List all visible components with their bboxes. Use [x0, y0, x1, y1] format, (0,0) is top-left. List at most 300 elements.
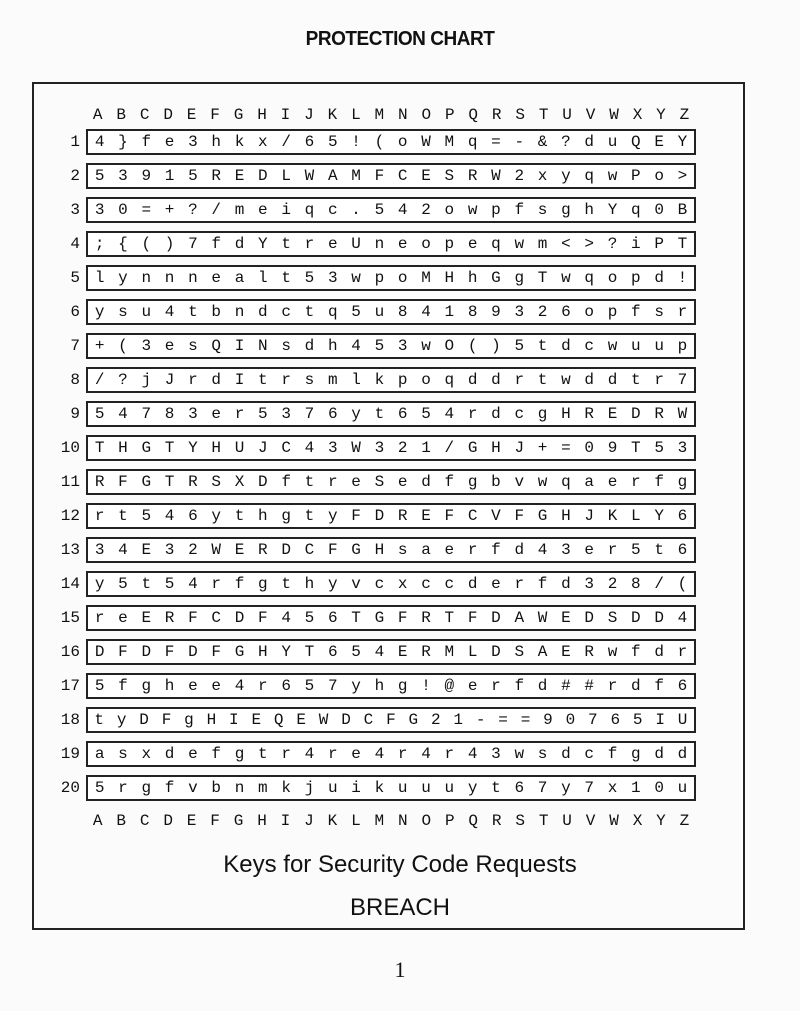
code-cell: u	[444, 779, 455, 797]
code-cell: P	[654, 235, 664, 253]
code-cell: 8	[631, 575, 641, 593]
code-cell: 7	[141, 405, 152, 423]
caption-title: BREACH	[349, 894, 451, 921]
code-cell: w	[514, 745, 525, 763]
column-label: U	[562, 106, 572, 124]
code-cell: n	[141, 269, 152, 287]
code-cell: 6	[561, 303, 571, 321]
column-label: K	[327, 106, 338, 124]
code-cell: l	[258, 269, 268, 287]
code-cell: u	[654, 337, 664, 355]
code-cell: /	[94, 371, 105, 389]
column-label: I	[280, 106, 291, 124]
code-cell: u	[374, 303, 385, 321]
code-cell: w	[607, 337, 618, 355]
code-cell: w	[467, 201, 478, 219]
column-label: G	[233, 812, 244, 830]
code-cell: T	[631, 439, 641, 457]
code-cell: 5	[94, 677, 105, 695]
code-cell: c	[281, 303, 291, 321]
code-cell: d	[491, 371, 501, 389]
code-cell: L	[281, 167, 291, 185]
code-cell: w	[421, 337, 431, 355]
code-cell: (	[118, 337, 128, 355]
code-cell: f	[281, 473, 291, 491]
code-cell: a	[94, 745, 105, 763]
code-cell: 6	[677, 677, 688, 695]
code-cell: t	[304, 473, 315, 491]
code-cell: G	[351, 541, 361, 559]
code-cell: d	[467, 371, 478, 389]
code-cell: R	[258, 541, 268, 559]
code-cell: o	[584, 303, 595, 321]
code-cell: p	[631, 269, 641, 287]
column-label: W	[609, 812, 619, 830]
code-cell: c	[584, 337, 595, 355]
code-cell: 2	[430, 711, 441, 729]
code-cell: 5	[304, 677, 315, 695]
code-cell: T	[444, 609, 455, 627]
code-cell: h	[304, 575, 315, 593]
code-cell: y	[211, 507, 222, 525]
code-cell: p	[397, 371, 408, 389]
code-row	[86, 605, 696, 631]
code-cell: r	[94, 609, 105, 627]
code-cell: F	[444, 507, 455, 525]
code-cell: }	[118, 133, 128, 151]
code-cell: f	[211, 235, 222, 253]
code-cell: q	[631, 201, 641, 219]
code-cell: D	[258, 167, 268, 185]
code-cell: f	[514, 201, 525, 219]
code-cell: 4	[444, 405, 455, 423]
code-cell: t	[118, 507, 128, 525]
code-cell: f	[118, 677, 128, 695]
code-cell: y	[327, 575, 338, 593]
code-cell: G	[141, 439, 152, 457]
code-cell: M	[444, 643, 455, 661]
code-cell: r	[514, 371, 525, 389]
code-cell: t	[304, 303, 315, 321]
code-cell: x	[607, 779, 618, 797]
code-cell: t	[304, 507, 315, 525]
code-cell: R	[211, 167, 222, 185]
column-label: N	[398, 812, 408, 830]
code-cell: o	[654, 167, 664, 185]
code-cell: i	[631, 235, 641, 253]
code-cell: d	[607, 371, 618, 389]
code-cell: A	[514, 609, 525, 627]
code-cell: I	[234, 371, 245, 389]
code-cell: f	[164, 779, 175, 797]
code-cell: G	[141, 473, 152, 491]
code-cell: 8	[467, 303, 478, 321]
code-cell: ?	[561, 133, 571, 151]
code-cell: 9	[141, 167, 152, 185]
code-cell: e	[211, 405, 222, 423]
code-cell: t	[654, 541, 664, 559]
code-cell: d	[631, 677, 641, 695]
code-cell: M	[351, 167, 361, 185]
code-cell: C	[281, 439, 291, 457]
code-cell: r	[491, 677, 501, 695]
code-cell: F	[351, 507, 361, 525]
code-cell: F	[188, 609, 198, 627]
code-cell: E	[234, 541, 245, 559]
column-label: Z	[679, 106, 690, 124]
code-cell: >	[677, 167, 688, 185]
code-cell: Y	[607, 201, 618, 219]
code-cell: 3	[374, 439, 385, 457]
code-cell: )	[491, 337, 501, 355]
code-cell: l	[351, 371, 361, 389]
code-cell: f	[514, 677, 525, 695]
column-label: D	[163, 812, 173, 830]
code-cell: r	[514, 575, 525, 593]
code-cell: r	[677, 643, 688, 661]
code-cell: 9	[543, 711, 553, 729]
code-cell: W	[318, 711, 329, 729]
column-label: K	[327, 812, 338, 830]
code-cell: n	[234, 303, 245, 321]
row-number: 4	[70, 235, 80, 253]
code-cell: g	[258, 575, 268, 593]
code-cell: h	[164, 677, 175, 695]
code-cell: 1	[444, 303, 455, 321]
code-cell: 5	[632, 711, 643, 729]
code-cell: c	[374, 575, 385, 593]
code-cell: q	[444, 371, 455, 389]
code-cell: j	[141, 371, 152, 389]
column-label: G	[233, 106, 244, 124]
code-cell: 4	[421, 745, 431, 763]
code-cell: E	[251, 711, 262, 729]
code-cell: e	[211, 269, 222, 287]
column-label: J	[304, 106, 314, 124]
code-cell: (	[677, 575, 688, 593]
code-cell: 5	[94, 405, 105, 423]
code-cell: D	[139, 711, 149, 729]
column-label: R	[491, 106, 502, 124]
code-cell: S	[374, 473, 385, 491]
code-cell: F	[258, 609, 268, 627]
code-cell: t	[94, 711, 105, 729]
code-cell: s	[118, 303, 128, 321]
code-cell: q	[304, 201, 315, 219]
code-cell: t	[281, 269, 291, 287]
code-cell: r	[607, 541, 618, 559]
column-label: Q	[468, 106, 479, 124]
code-cell: t	[631, 371, 641, 389]
code-cell: W	[491, 167, 501, 185]
code-cell: g	[184, 711, 194, 729]
code-cell: W	[304, 167, 315, 185]
code-cell: q	[327, 303, 338, 321]
code-cell: 3	[141, 337, 152, 355]
code-cell: H	[561, 507, 571, 525]
code-cell: D	[654, 609, 664, 627]
code-cell: c	[421, 575, 431, 593]
code-cell: F	[397, 609, 408, 627]
code-cell: 5	[304, 609, 315, 627]
code-cell: 3	[164, 541, 175, 559]
code-cell: d	[561, 745, 571, 763]
row-number: 13	[60, 541, 80, 559]
code-cell: i	[281, 201, 291, 219]
code-row	[86, 775, 696, 801]
code-cell: 3	[188, 405, 198, 423]
code-cell: e	[211, 677, 222, 695]
code-cell: D	[188, 643, 198, 661]
column-label: S	[515, 106, 525, 124]
code-cell: W	[537, 609, 548, 627]
code-cell: 5	[94, 167, 105, 185]
code-cell: t	[188, 303, 198, 321]
code-cell: R	[467, 167, 478, 185]
code-cell: h	[258, 507, 268, 525]
column-label: D	[163, 106, 173, 124]
column-label: Z	[679, 812, 690, 830]
code-row	[86, 707, 696, 733]
code-cell: #	[561, 677, 571, 695]
code-cell: F	[467, 609, 478, 627]
code-cell: A	[327, 167, 338, 185]
column-label: E	[186, 106, 197, 124]
code-cell: r	[258, 677, 268, 695]
code-row	[86, 367, 696, 393]
code-row	[86, 741, 696, 767]
code-cell: p	[607, 303, 618, 321]
code-cell: o	[421, 371, 431, 389]
code-cell: 6	[677, 541, 688, 559]
code-cell: V	[491, 507, 501, 525]
code-cell: u	[631, 337, 641, 355]
code-cell: t	[281, 235, 291, 253]
code-cell: 3	[94, 541, 105, 559]
code-cell: F	[327, 541, 338, 559]
code-cell: D	[584, 609, 595, 627]
code-cell: 1	[453, 711, 464, 729]
column-header-bottom	[86, 812, 696, 832]
code-cell: +	[94, 337, 105, 355]
code-cell: 7	[537, 779, 548, 797]
caption-keys: Keys for Security Code Requests	[223, 851, 577, 878]
code-cell: v	[351, 575, 361, 593]
column-label: O	[421, 106, 432, 124]
column-label: V	[585, 812, 596, 830]
code-cell: v	[188, 779, 198, 797]
code-cell: o	[607, 269, 618, 287]
code-row	[86, 231, 696, 257]
code-row	[86, 435, 696, 461]
code-cell: 5	[351, 643, 361, 661]
code-cell: T	[94, 439, 105, 457]
code-cell: 3	[561, 541, 571, 559]
column-label: L	[351, 812, 361, 830]
code-cell: D	[491, 609, 501, 627]
code-cell: E	[296, 711, 306, 729]
code-cell: =	[561, 439, 571, 457]
column-label: E	[186, 812, 197, 830]
column-label: V	[585, 106, 596, 124]
code-cell: 0	[565, 711, 576, 729]
code-cell: G	[234, 643, 245, 661]
code-cell: D	[631, 405, 641, 423]
code-cell: d	[211, 371, 222, 389]
row-number: 20	[60, 779, 80, 797]
code-cell: d	[304, 337, 315, 355]
code-cell: 3	[327, 269, 338, 287]
code-cell: d	[654, 643, 664, 661]
code-cell: t	[537, 337, 548, 355]
code-cell: f	[631, 643, 641, 661]
row-number: 2	[70, 167, 80, 185]
code-cell: o	[444, 201, 455, 219]
code-cell: x	[537, 167, 548, 185]
code-cell: 7	[304, 405, 315, 423]
code-cell: r	[467, 405, 478, 423]
code-cell: 7	[677, 371, 688, 389]
column-label: B	[116, 106, 126, 124]
code-cell: L	[467, 643, 478, 661]
code-cell: n	[188, 269, 198, 287]
code-cell: ;	[94, 235, 105, 253]
code-cell: 2	[537, 303, 548, 321]
code-cell: I	[655, 711, 665, 729]
code-cell: R	[654, 405, 664, 423]
code-cell: R	[164, 609, 175, 627]
code-cell: e	[351, 745, 361, 763]
code-cell: 6	[327, 609, 338, 627]
code-cell: g	[537, 405, 548, 423]
code-cell: !	[421, 677, 431, 695]
code-cell: O	[444, 337, 455, 355]
code-cell: 6	[514, 779, 525, 797]
code-cell: Y	[677, 133, 688, 151]
code-cell: y	[351, 677, 361, 695]
code-cell: d	[421, 473, 431, 491]
code-cell: A	[537, 643, 548, 661]
code-cell: e	[351, 473, 361, 491]
code-cell: f	[211, 745, 222, 763]
code-cell: b	[211, 303, 222, 321]
code-cell: 6	[610, 711, 621, 729]
code-cell: H	[374, 541, 385, 559]
code-cell: 4	[188, 575, 198, 593]
code-cell: r	[94, 507, 105, 525]
code-cell: c	[327, 201, 338, 219]
code-cell: e	[164, 337, 175, 355]
code-cell: E	[607, 405, 618, 423]
code-cell: 4	[304, 745, 315, 763]
code-cell: (	[141, 235, 152, 253]
code-cell: S	[444, 167, 455, 185]
code-cell: 0	[654, 779, 664, 797]
code-cell: 6	[188, 507, 198, 525]
code-cell: R	[94, 473, 105, 491]
row-number: 8	[70, 371, 80, 389]
code-row	[86, 469, 696, 495]
code-row	[86, 265, 696, 291]
code-cell: )	[164, 235, 175, 253]
code-cell: r	[281, 745, 291, 763]
code-cell: y	[561, 167, 571, 185]
code-cell: q	[467, 133, 478, 151]
code-cell: 5	[514, 337, 525, 355]
code-cell: R	[584, 405, 595, 423]
code-cell: v	[514, 473, 525, 491]
code-cell: q	[584, 167, 595, 185]
code-cell: 3	[188, 133, 198, 151]
code-cell: r	[327, 473, 338, 491]
row-number: 19	[60, 745, 80, 763]
code-cell: Q	[211, 337, 222, 355]
code-cell: D	[491, 643, 501, 661]
code-row	[86, 401, 696, 427]
code-cell: m	[234, 201, 245, 219]
code-cell: t	[537, 371, 548, 389]
code-cell: 4	[374, 745, 385, 763]
code-cell: D	[258, 473, 268, 491]
code-cell: g	[141, 677, 152, 695]
code-cell: n	[374, 235, 385, 253]
code-cell: d	[258, 303, 268, 321]
code-cell: g	[514, 269, 525, 287]
code-cell: r	[327, 745, 338, 763]
code-cell: M	[421, 269, 431, 287]
code-cell: ?	[188, 201, 198, 219]
column-label: T	[538, 812, 549, 830]
code-cell: 2	[514, 167, 525, 185]
code-cell: y	[561, 779, 571, 797]
code-cell: 5	[421, 405, 431, 423]
code-cell: t	[141, 575, 152, 593]
column-label: P	[444, 106, 455, 124]
code-cell: d	[654, 269, 664, 287]
code-cell: w	[351, 269, 361, 287]
code-cell: D	[281, 541, 291, 559]
code-cell: D	[341, 711, 351, 729]
code-cell: /	[654, 575, 664, 593]
code-cell: p	[374, 269, 385, 287]
column-label: R	[491, 812, 502, 830]
row-number: 5	[70, 269, 80, 287]
code-cell: e	[444, 541, 455, 559]
column-label: C	[139, 812, 150, 830]
code-cell: C	[363, 711, 374, 729]
code-cell: F	[211, 643, 222, 661]
code-cell: g	[234, 745, 245, 763]
code-cell: D	[94, 643, 105, 661]
code-cell: j	[304, 779, 315, 797]
code-cell: E	[141, 541, 152, 559]
column-label: A	[92, 106, 103, 124]
column-label: A	[92, 812, 103, 830]
code-cell: 4	[351, 337, 361, 355]
code-cell: f	[654, 473, 664, 491]
code-cell: p	[677, 337, 688, 355]
column-label: B	[116, 812, 126, 830]
code-cell: D	[374, 507, 385, 525]
code-cell: ?	[607, 235, 618, 253]
code-cell: W	[351, 439, 361, 457]
code-cell: <	[561, 235, 571, 253]
code-cell: y	[467, 779, 478, 797]
code-cell: a	[584, 473, 595, 491]
code-cell: 5	[374, 201, 385, 219]
column-label: C	[139, 106, 150, 124]
code-cell: 5	[351, 303, 361, 321]
